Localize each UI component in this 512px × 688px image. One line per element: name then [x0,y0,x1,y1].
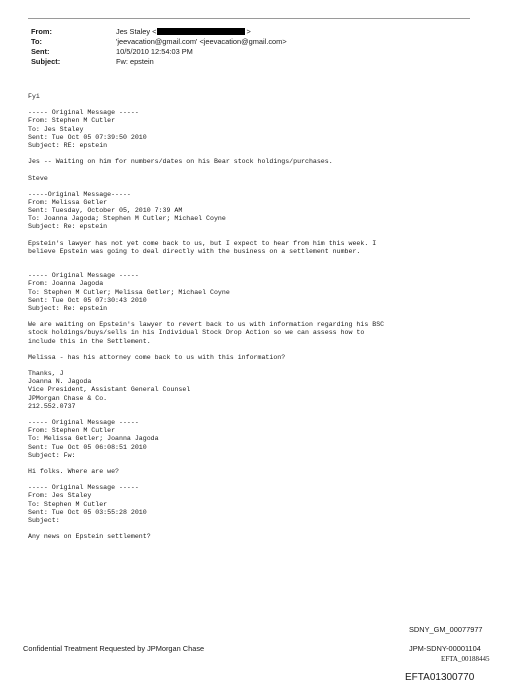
body-line: ----- Original Message ----- [28,419,139,427]
body-line: Melissa - has his attorney come back to us with this information? [28,353,286,361]
subject-value: Fw: epstein [116,57,154,67]
body-line: Sent: Tue Oct 05 07:39:50 2010 [28,133,147,141]
body-line: To: Stephen M Cutler [28,500,108,508]
blank-line [28,232,483,240]
from-end: > [246,27,251,36]
body-line: To: Jes Staley [28,125,84,133]
blank-line [28,362,483,370]
subject-label: Subject: [31,57,61,67]
blank-line [28,256,483,264]
body-line: We are waiting on Epstein's lawyer to revert back to us with information regarding his BSC [28,321,385,329]
body-line: From: Jes Staley [28,492,92,500]
body-line: Any news on Epstein settlement? [28,533,151,541]
subject-row [31,57,287,67]
body-line: Hi folks. Where are we? [28,468,120,475]
from-value [116,27,251,37]
from-row [31,27,287,37]
blank-line [28,313,483,321]
body-line: stock holdings/buys/sells in his Individual Stock Drop Action so we can assess how to [28,329,365,337]
blank-line [28,411,483,419]
blank-line [28,476,483,484]
blank-line [28,264,483,272]
blank-line [28,183,483,191]
efta-stamp-small: EFTA_00188445 [441,655,490,663]
body-line: Subject: Re: epstein [28,223,108,231]
body-line: Sent: Tue Oct 05 07:30:43 2010 [28,296,147,304]
body-line: 212.552.0737 [28,402,76,410]
body-line: From: Stephen M Cutler [28,117,116,125]
to-row [31,37,287,47]
from-label: From: [31,27,52,36]
email-header [31,27,287,67]
body-line: Sent: Tuesday, October 05, 2010 7:39 AM [28,207,183,215]
body-line: include this in the Settlement. [28,337,151,345]
sent-row [31,47,287,57]
email-body [28,93,483,541]
body-line: Sent: Tue Oct 05 03:55:28 2010 [28,508,147,516]
body-line: To: Melissa Getler; Joanna Jagoda [28,435,159,443]
bates-number-sdny-gm: SDNY_GM_00077977 [409,625,483,634]
blank-line [28,460,483,468]
blank-line [28,346,483,354]
body-line: Subject: [28,516,60,524]
body-line: To: Joanna Jagoda; Stephen M Cutler; Michael Coyne [28,215,226,223]
confidential-notice: Confidential Treatment Requested by JPMorgan Chase [23,644,205,653]
sent-value: 10/5/2010 12:54:03 PM [116,47,193,57]
body-line: Subject: Fw: [28,451,76,459]
body-line: Joanna N. Jagoda [28,378,92,386]
from-name: Jes Staley < [116,27,157,36]
body-line: From: Melissa Getler [28,198,108,206]
sent-label: Sent: [31,47,50,57]
efta-stamp-large: EFTA01300770 [405,672,475,683]
body-line: To: Stephen M Cutler; Melissa Getler; Michael Coyne [28,288,230,296]
bates-number-jpm-sdny: JPM-SDNY-00001104 [409,644,481,653]
body-line: ----- Original Message ----- [28,109,139,117]
body-line: Vice President, Assistant General Counsel [28,386,191,394]
to-label: To: [31,37,42,47]
body-line: From: Stephen M Cutler [28,427,116,435]
body-line: JPMorgan Chase & Co. [28,394,108,402]
body-line: Fyi [28,93,40,100]
body-line: Epstein's lawyer has not yet come back to us, but I expect to hear from him this week. I [28,239,377,247]
top-rule [28,18,470,19]
blank-line [28,150,483,158]
body-line: Jes -- Waiting on him for numbers/dates on his Bear stock holdings/purchases. [28,158,333,166]
body-line: believe Epstein was going to deal directly with the business on a settlement number. [28,247,361,255]
body-line: ----- Original Message ----- [28,484,139,492]
blank-line [28,525,483,533]
body-line: Subject: RE: epstein [28,141,108,149]
body-line: Steve [28,174,48,182]
redaction-bar [157,28,245,35]
body-line: Subject: Re: epstein [28,304,108,312]
body-line: Thanks, J [28,370,64,378]
body-line: From: Joanna Jagoda [28,280,104,288]
blank-line [28,166,483,174]
body-line: -----Original Message----- [28,190,131,198]
to-value: 'jeevacation@gmail.com' <jeevacation@gmail.com> [116,37,287,47]
body-line: Sent: Tue Oct 05 06:08:51 2010 [28,443,147,451]
blank-line [28,101,483,109]
body-line: ----- Original Message ----- [28,272,139,280]
